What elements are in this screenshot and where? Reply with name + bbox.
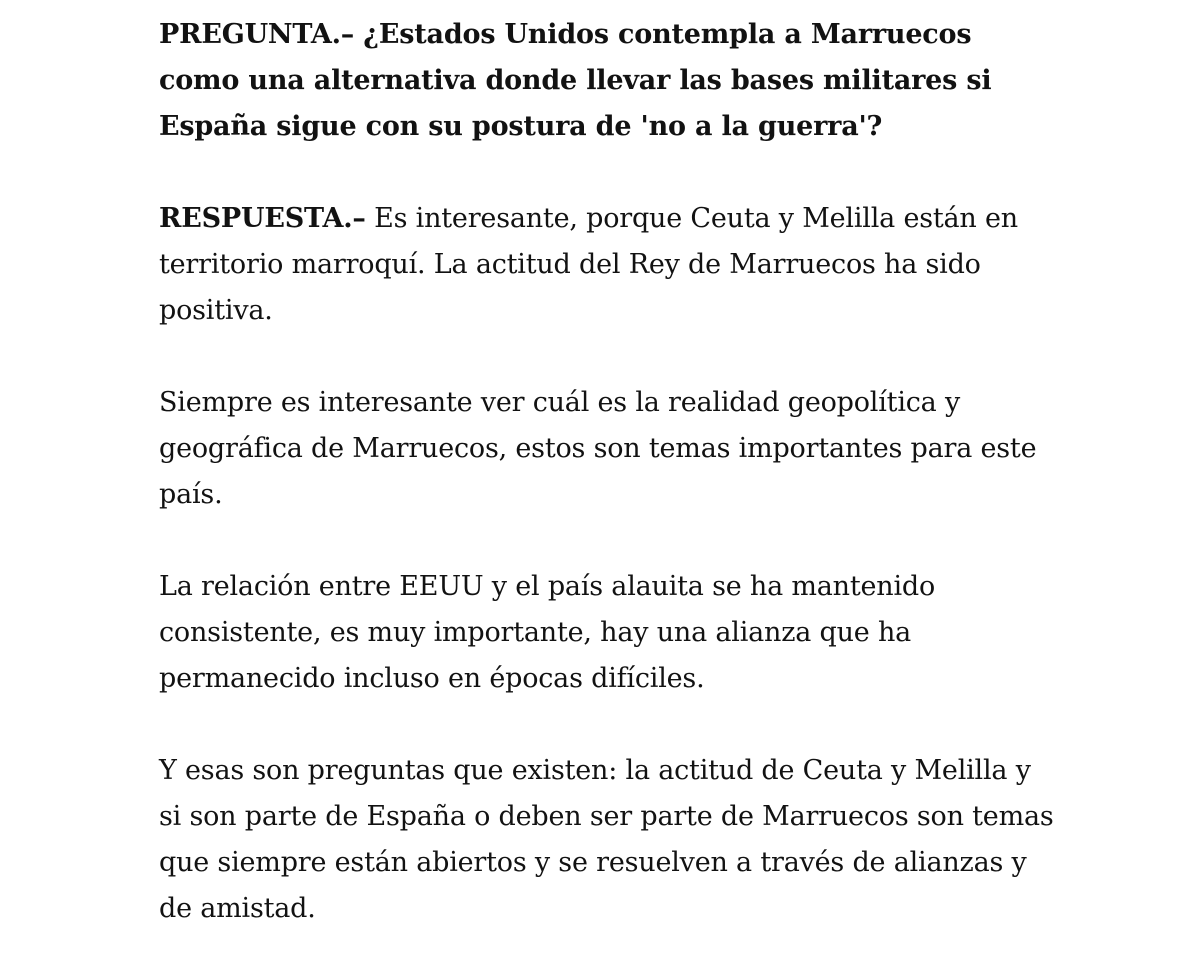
body-paragraph: Y esas son preguntas que existen: la actitud de Ceuta y Melilla y si son parte de España o deben ser parte de Marruecos son temas que siempre están abiertos y se resuelven a través de alianzas y de amistad.: [159, 755, 1054, 924]
body-paragraph: Siempre es interesante ver cuál es la realidad geopolítica y geográfica de Marruecos, estos son temas importantes para este país.: [159, 387, 1037, 510]
article-body: [159, 12, 1059, 978]
question-paragraph: PREGUNTA.– ¿Estados Unidos contempla a Marruecos como una alternativa donde llevar las bases militares si España sigue con su postura de 'no a la guerra'?: [159, 19, 992, 142]
body-paragraph: La relación entre EEUU y el país alauita se ha mantenido consistente, es muy importante, hay una alianza que ha permanecido incluso en épocas difíciles.: [159, 571, 936, 694]
answer-paragraph: [159, 196, 1059, 334]
answer-label: RESPUESTA.–: [159, 203, 366, 234]
answer-text: Es interesante, porque Ceuta y Melilla están en territorio marroquí. La actitud del Rey de Marruecos ha sido positiva.: [159, 203, 1018, 326]
